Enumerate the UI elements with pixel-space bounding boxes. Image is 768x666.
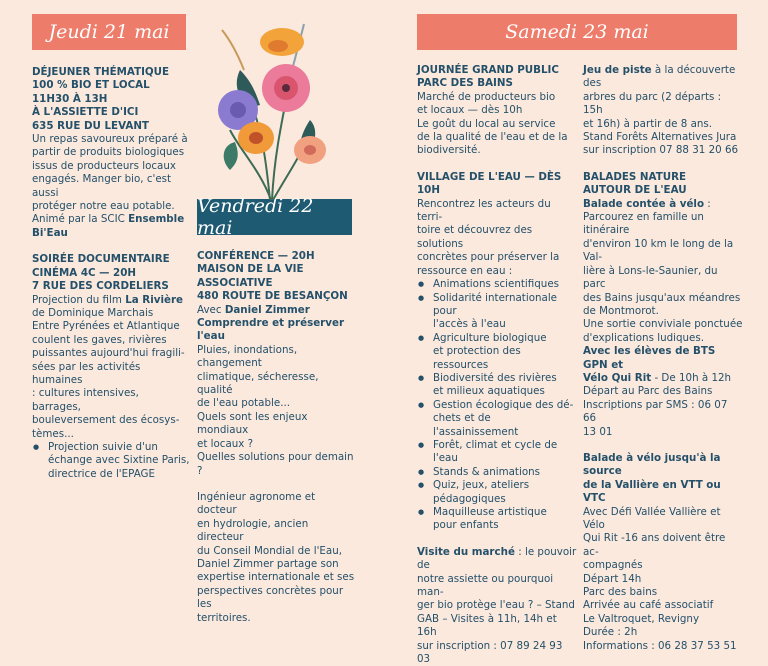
source-heading-2: de la Vallière en VTT ou VTC	[583, 478, 721, 505]
bio-1: Ingénieur agronome et docteur	[197, 490, 316, 517]
lunch-heading-1: DÉJEUNER THÉMATIQUE	[32, 66, 170, 78]
village-1: Rencontrez les acteurs du terri-	[417, 197, 551, 224]
visit-2: notre assiette ou pourquoi man-	[417, 572, 554, 599]
bike-title: Balade contée à vélo	[583, 197, 705, 210]
source-3: compagnés	[583, 559, 643, 572]
doc-desc-8: tèmes...	[32, 427, 74, 440]
bio-4: Daniel Zimmer partage son	[197, 557, 339, 570]
list-item	[417, 278, 577, 291]
treasure-4: Stand Forêts Alternatives Jura	[583, 131, 737, 144]
saturday-title: Samedi 23 mai	[505, 21, 649, 43]
source-1: Avec Défi Vallée Vallière et Vélo	[583, 505, 721, 531]
doc-address: 7 RUE DES CORDELIERS	[32, 280, 169, 293]
thursday-title: Jeudi 21 mai	[48, 21, 170, 43]
saturday-column-left	[417, 64, 577, 666]
bullet-line: Stands & animations	[433, 465, 541, 478]
bike-title-line	[583, 198, 743, 211]
walks-heading-1: BALADES NATURE	[583, 170, 687, 183]
visit-1	[417, 546, 577, 573]
doc-desc-2: Entre Pyrénées et Atlantique	[32, 320, 180, 333]
source-6: Arrivée au café associatif	[583, 599, 714, 612]
source-heading-1: Balade à vélo jusqu'à la source	[583, 451, 721, 478]
doc-film	[32, 294, 190, 307]
bullet-line: échange avec Sixtine Paris,	[48, 454, 190, 467]
doc-desc-4: puissantes aujourd'hui fragili-	[32, 347, 185, 360]
speaker-name: Daniel Zimmer	[224, 303, 310, 316]
conf-venue: MAISON DE LA VIE ASSOCIATIVE	[197, 263, 304, 289]
source-7: Le Valtroquet, Revigny	[583, 612, 700, 625]
treasure-title: Jeu de piste	[583, 64, 652, 76]
friday-title: Vendredi 22 mai	[197, 195, 314, 239]
doc-time: CINÉMA 4C — 20H	[32, 266, 136, 279]
lunch-desc-1: Un repas savoureux préparé à	[32, 133, 188, 146]
public-day-heading: JOURNÉE GRAND PUBLIC	[417, 64, 559, 76]
list-item	[417, 479, 577, 506]
lunch-desc-3: issus de producteurs locaux	[32, 159, 176, 172]
bullet-line: Maquilleuse artistique	[433, 506, 547, 518]
bullet-line: directrice de l'EPAGE	[48, 467, 156, 480]
bike-colon: :	[704, 197, 711, 210]
bio-2: en hydrologie, ancien directeur	[197, 517, 309, 544]
conf-desc-4: Quels sont les enjeux mondiaux	[197, 410, 308, 437]
lunch-desc-4: engagés. Manger bio, c'est aussi	[32, 173, 172, 199]
bullet-line: Forêt, climat et cycle de l'eau	[433, 438, 558, 465]
film-title: La Rivière	[125, 293, 184, 306]
bio-7: territoires.	[197, 611, 251, 624]
bio-5: expertise internationale et ses	[197, 571, 355, 584]
bike-6: Une sortie conviviale ponctuée	[583, 318, 743, 331]
bike-2: d'environ 10 km le long de la Val-	[583, 237, 734, 264]
thursday-banner	[32, 14, 186, 50]
bullet-line: pour enfants	[433, 519, 499, 532]
market-5: biodiversité.	[417, 144, 481, 157]
saturday-column-right	[583, 64, 743, 653]
conf-desc-1: Pluies, inondations, changement	[197, 343, 298, 370]
doc-desc-7: bouleversement des écosys-	[32, 414, 180, 427]
market-3: Le goût du local au service	[417, 117, 556, 130]
bio-3: du Conseil Mondial de l'Eau,	[197, 544, 343, 557]
lunch-address: 635 RUE DU LEVANT	[32, 119, 149, 132]
bullet-line: Agriculture biologique	[433, 331, 547, 344]
lunch-desc-5: protéger notre eau potable.	[32, 200, 175, 213]
village-bullets	[417, 278, 577, 533]
bike-4: des Bains jusqu'aux méandres	[583, 291, 741, 304]
treasure-2: arbres du parc (2 départs : 15h	[583, 90, 722, 117]
village-heading: VILLAGE DE L'EAU — DÈS 10H	[417, 170, 562, 197]
source-5: Parc des bains	[583, 586, 658, 599]
treasure-3: et 16h) à partir de 8 ans.	[583, 117, 713, 130]
market-2: et locaux — dès 10h	[417, 104, 523, 117]
village-3: concrètes pour préserver la	[417, 251, 560, 264]
documentary-event	[32, 253, 190, 481]
conf-desc-3: de l'eau potable...	[197, 397, 291, 410]
bullet-line: chets et de l'assainissement	[433, 412, 519, 438]
lunch-venue: À L'ASSIETTE D'ICI	[32, 106, 139, 119]
list-item	[417, 466, 577, 479]
bike-5: de Montmorot.	[583, 304, 659, 317]
bullet-line: pédagogiques	[433, 492, 506, 505]
bts-5: 13 01	[583, 425, 613, 438]
bullet-line: Animations scientifiques	[433, 278, 560, 291]
public-day-venue: PARC DES BAINS	[417, 77, 513, 90]
bullet-line: l'accès à l'eau	[433, 318, 506, 331]
visit-text: : le pouvoir de	[417, 545, 577, 572]
bullet-line: et protection des ressources	[433, 345, 521, 371]
visit-5: sur inscription : 07 89 24 93 03	[417, 639, 563, 666]
bullet-line: Projection suivie d'un	[48, 440, 158, 453]
bts-3: Départ au Parc des Bains	[583, 385, 713, 398]
bullet-line: Biodiversité des rivières	[433, 371, 557, 384]
bio-6: perspectives concrètes pour les	[197, 584, 344, 611]
conf-title: Comprendre et préserver l'eau	[197, 317, 345, 343]
conf-address: 480 ROUTE DE BESANÇON	[197, 290, 348, 303]
friday-column	[197, 250, 355, 625]
conf-speaker	[197, 304, 355, 317]
flower-bouquet-illustration	[200, 10, 340, 200]
bts-4: Inscriptions par SMS : 06 07 66	[583, 398, 728, 425]
thursday-column	[32, 66, 190, 481]
source-9: Informations : 06 28 37 53 51	[583, 639, 737, 652]
market-4: de la qualité de l'eau et de la	[417, 131, 568, 144]
doc-desc-3: coulent les gaves, rivières	[32, 333, 167, 346]
visit-3: ger bio protège l'eau ? – Stand	[417, 599, 575, 612]
bullet-line: Gestion écologique des dé-	[433, 398, 574, 411]
list-item	[417, 292, 577, 332]
list-item	[417, 506, 577, 533]
list-item	[32, 441, 190, 481]
visit-4: GAB – Visites à 11h, 14h et 16h	[417, 612, 557, 639]
conf-desc-5: et locaux ?	[197, 437, 254, 450]
credit-org: Ensemble	[128, 213, 185, 226]
source-4: Départ 14h	[583, 572, 642, 585]
market-1: Marché de producteurs bio	[417, 90, 556, 103]
credit-org-2: Bi'Eau	[32, 226, 68, 239]
doc-desc-6: : cultures intensives, barrages,	[32, 387, 139, 413]
list-item	[417, 332, 577, 372]
doc-heading: SOIRÉE DOCUMENTAIRE	[32, 253, 170, 266]
speaker-prefix: Avec	[197, 303, 225, 316]
bts-1: Avec les élèves de BTS GPN et	[583, 345, 716, 371]
bts-org: Vélo Qui Rit	[583, 371, 652, 384]
list-item	[417, 372, 577, 399]
bike-3: lière à Lons-le-Saunier, du parc	[583, 264, 718, 291]
bullet-line: Solidarité internationale pour	[433, 291, 558, 317]
visit-title: Visite du marché	[417, 545, 515, 558]
lunch-desc-2: partir de produits biologiques	[32, 146, 185, 159]
village-2: toire et découvrez des solutions	[417, 224, 533, 250]
lunch-event	[32, 66, 190, 240]
doc-desc-1: de Dominique Marchais	[32, 306, 154, 319]
bullet-line: et milieux aquatiques	[433, 385, 545, 398]
bike-7: d'explications ludiques.	[583, 331, 705, 344]
bts-2	[583, 372, 743, 385]
bike-1: Parcourez en famille un itinéraire	[583, 211, 704, 237]
lunch-heading-2: 100 % BIO ET LOCAL	[32, 79, 150, 92]
list-item	[417, 439, 577, 466]
conf-heading: CONFÉRENCE — 20H	[197, 250, 315, 262]
conf-desc-6: Quelles solutions pour demain ?	[197, 451, 354, 477]
credit-text: Animé par la SCIC	[32, 213, 129, 226]
source-2: Qui Rit -16 ans doivent être ac-	[583, 532, 726, 558]
treasure-1	[583, 64, 743, 91]
treasure-text: à la découverte des	[583, 64, 736, 90]
conf-desc-2: climatique, sécheresse, qualité	[197, 370, 319, 397]
treasure-5: sur inscription 07 88 31 20 66	[583, 144, 739, 157]
bts-time: - De 10h à 12h	[651, 371, 732, 384]
list-item	[417, 399, 577, 439]
film-prefix: Projection du film	[32, 293, 126, 306]
lunch-time: 11H30 À 13H	[32, 92, 108, 105]
bullet-line: Quiz, jeux, ateliers	[433, 479, 530, 492]
walks-heading-2: AUTOUR DE L'EAU	[583, 184, 687, 197]
lunch-credit	[32, 213, 190, 226]
source-8: Durée : 2h	[583, 626, 638, 639]
doc-bullets	[32, 441, 190, 481]
friday-banner	[197, 195, 352, 239]
doc-desc-5: sées par les activités humaines	[32, 360, 141, 386]
saturday-banner	[417, 14, 737, 50]
village-4: ressource en eau :	[417, 264, 513, 277]
